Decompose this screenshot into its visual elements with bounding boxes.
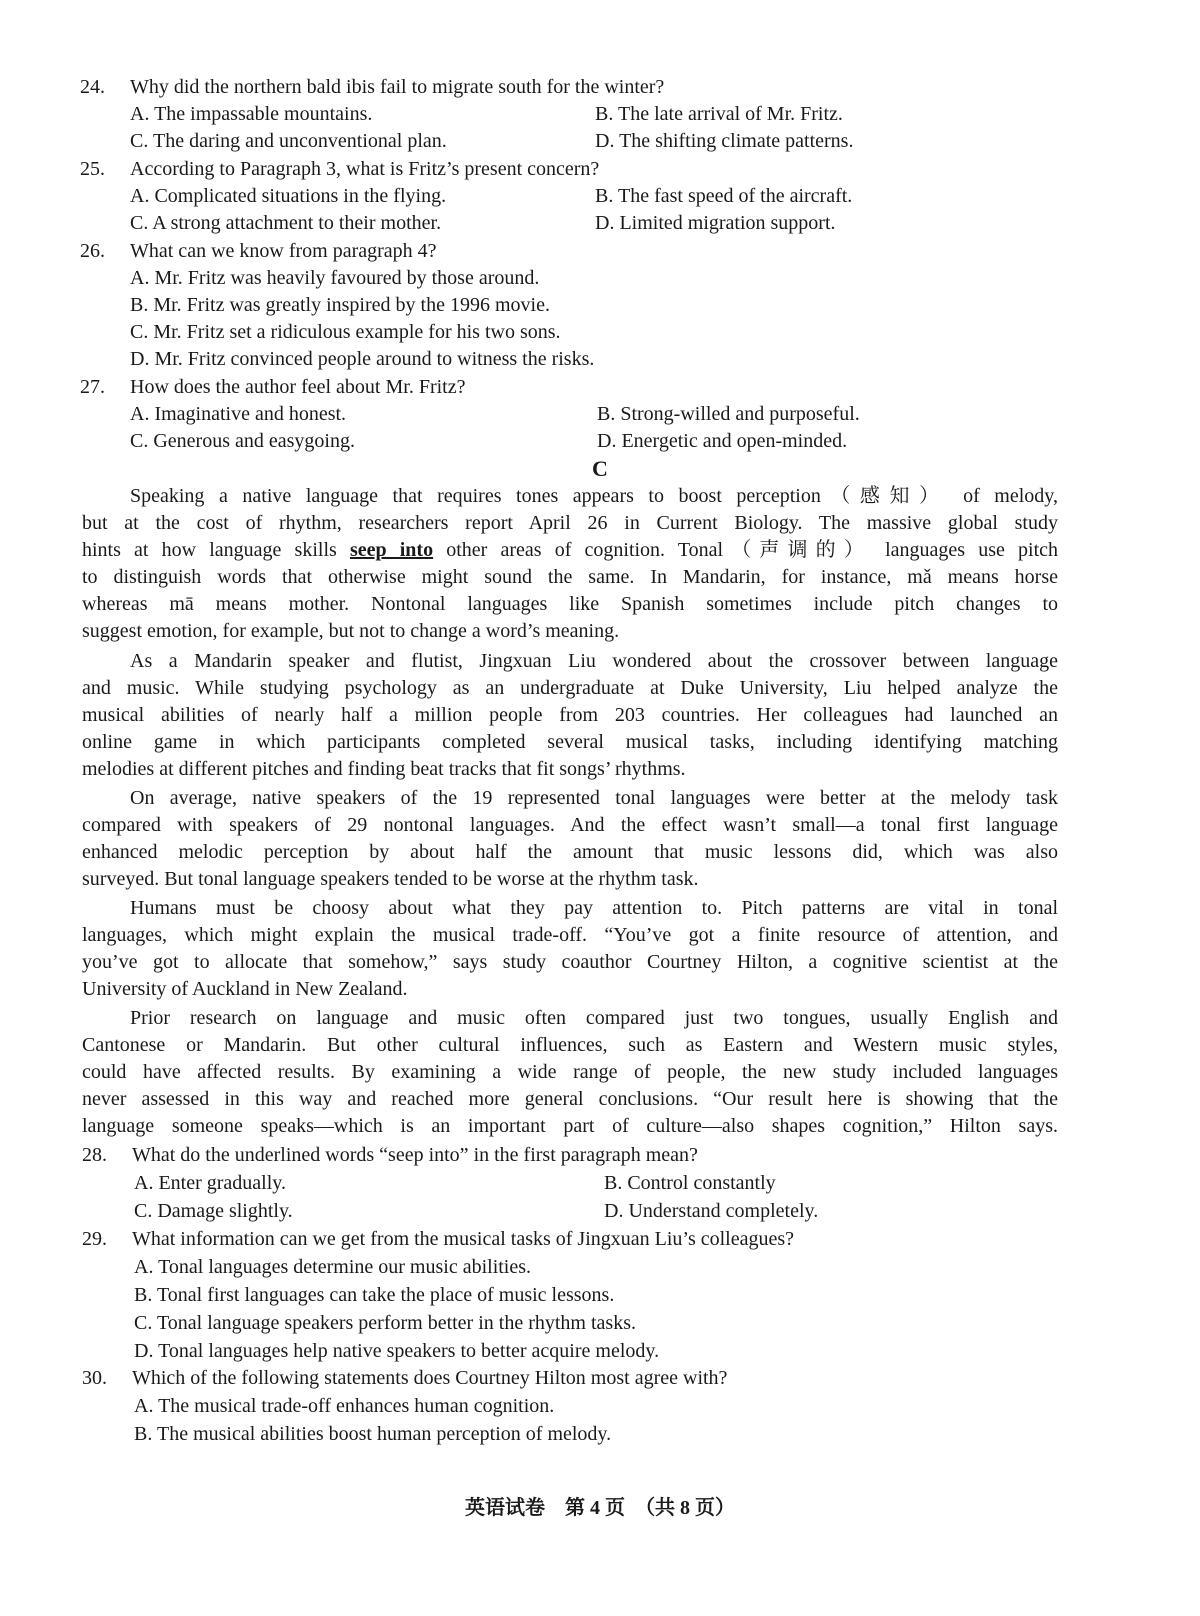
- underlined-seep-into: seep into: [349, 539, 434, 561]
- question-28-stem: 28. What do the underlined words “seep into” in the first paragraph mean?: [82, 1144, 698, 1166]
- question-29-option-c: C. Tonal language speakers perform better in the rhythm tasks.: [134, 1312, 636, 1334]
- question-28-option-c: C. Damage slightly.: [134, 1200, 293, 1222]
- passage-p1-line-1: Speaking a native language that requires tones appears to boost perception（感知） of melody,: [130, 485, 1058, 507]
- question-24-option-c: C. The daring and unconventional plan.: [130, 130, 447, 152]
- passage-p2-line-5: melodies at different pitches and finding beat tracks that fit songs’ rhythms.: [82, 758, 686, 780]
- passage-p3-line-3: enhanced melodic perception by about half the amount that music lessons did, which was also: [82, 841, 1058, 863]
- question-29-option-a: A. Tonal languages determine our music abilities.: [134, 1256, 532, 1278]
- passage-p1-line-6: suggest emotion, for example, but not to change a word’s meaning.: [82, 620, 620, 642]
- question-29-option-d: D. Tonal languages help native speakers to better acquire melody.: [134, 1340, 660, 1362]
- passage-p2-line-4: online game in which participants completed several musical tasks, including identifying matching: [82, 731, 1058, 753]
- question-26-option-a: A. Mr. Fritz was heavily favoured by those around.: [130, 267, 540, 289]
- question-30-stem: 30. Which of the following statements does Courtney Hilton most agree with?: [82, 1367, 728, 1389]
- question-26-option-d: D. Mr. Fritz convinced people around to witness the risks.: [130, 348, 595, 370]
- passage-p2-line-1: As a Mandarin speaker and flutist, Jingxuan Liu wondered about the crossover between language: [130, 650, 1058, 672]
- question-28-option-d: D. Understand completely.: [604, 1200, 819, 1222]
- question-27-option-b: B. Strong-willed and purposeful.: [597, 403, 860, 425]
- question-26-option-c: C. Mr. Fritz set a ridiculous example for his two sons.: [130, 321, 561, 343]
- section-c-heading: C: [592, 456, 608, 481]
- passage-p3-line-4: surveyed. But tonal language speakers tended to be worse at the rhythm task.: [82, 868, 699, 890]
- passage-p1-line-2: but at the cost of rhythm, researchers report April 26 in Current Biology. The massive global study: [82, 512, 1058, 534]
- question-24-option-a: A. The impassable mountains.: [130, 103, 373, 125]
- question-25-option-d: D. Limited migration support.: [595, 212, 836, 234]
- passage-p3-line-1: On average, native speakers of the 19 represented tonal languages were better at the melody task: [130, 787, 1058, 809]
- question-30-option-b: B. The musical abilities boost human perception of melody.: [134, 1423, 612, 1445]
- passage-p5-line-3: could have affected results. By examining a wide range of people, the new study included languages: [82, 1061, 1058, 1083]
- passage-p2-line-2: and music. While studying psychology as an undergraduate at Duke University, Liu helped analyze the: [82, 677, 1058, 699]
- question-27-option-c: C. Generous and easygoing.: [130, 430, 355, 452]
- passage-p5-line-1: Prior research on language and music often compared just two tongues, usually English and: [130, 1007, 1058, 1029]
- passage-p1-line-3: hints at how language skills seep into other areas of cognition. Tonal（声调的） languages use pitch: [82, 539, 1059, 561]
- passage-p5-line-2: Cantonese or Mandarin. But other cultural influences, such as Eastern and Western music styles,: [82, 1034, 1058, 1056]
- question-26-stem: 26. What can we know from paragraph 4?: [80, 240, 437, 262]
- question-27-option-d: D. Energetic and open-minded.: [597, 430, 848, 452]
- question-28-option-b: B. Control constantly: [604, 1172, 776, 1194]
- page-footer: 英语试卷 第 4 页 （共 8 页）: [465, 1497, 735, 1519]
- passage-p1-line-5: whereas mā means mother. Nontonal languages like Spanish sometimes include pitch changes to: [82, 593, 1058, 615]
- passage-p5-line-4: never assessed in this way and reached more general conclusions. “Our result here is showing that the: [82, 1088, 1058, 1110]
- question-27-option-a: A. Imaginative and honest.: [130, 403, 347, 425]
- passage-p4-line-3: you’ve got to allocate that somehow,” says study coauthor Courtney Hilton, a cognitive scientist at the: [82, 951, 1058, 973]
- question-25-stem: 25. According to Paragraph 3, what is Fritz’s present concern?: [80, 158, 600, 180]
- question-25-option-a: A. Complicated situations in the flying.: [130, 185, 447, 207]
- passage-p3-line-2: compared with speakers of 29 nontonal languages. And the effect wasn’t small—a tonal first language: [82, 814, 1058, 836]
- question-28-option-a: A. Enter gradually.: [134, 1172, 286, 1194]
- question-24-option-d: D. The shifting climate patterns.: [595, 130, 854, 152]
- question-29-stem: 29. What information can we get from the musical tasks of Jingxuan Liu’s colleagues?: [82, 1228, 795, 1250]
- question-25-option-b: B. The fast speed of the aircraft.: [595, 185, 853, 207]
- question-26-option-b: B. Mr. Fritz was greatly inspired by the 1996 movie.: [130, 294, 550, 316]
- passage-p5-line-5: language someone speaks—which is an important part of culture—also shapes cognition,” Hilton says.: [82, 1115, 1058, 1137]
- passage-p4-line-1: Humans must be choosy about what they pay attention to. Pitch patterns are vital in tonal: [130, 897, 1058, 919]
- question-29-option-b: B. Tonal first languages can take the place of music lessons.: [134, 1284, 615, 1306]
- passage-p4-line-2: languages, which might explain the musical trade-off. “You’ve got a finite resource of attention, and: [82, 924, 1058, 946]
- question-24-stem: 24. Why did the northern bald ibis fail to migrate south for the winter?: [80, 76, 665, 98]
- question-30-option-a: A. The musical trade-off enhances human cognition.: [134, 1395, 555, 1417]
- passage-p2-line-3: musical abilities of nearly half a million people from 203 countries. Her colleagues had launched an: [82, 704, 1058, 726]
- question-27-stem: 27. How does the author feel about Mr. Fritz?: [80, 376, 466, 398]
- passage-p1-line-4: to distinguish words that otherwise might sound the same. In Mandarin, for instance, mǎ means horse: [82, 566, 1058, 588]
- passage-p4-line-4: University of Auckland in New Zealand.: [82, 978, 408, 1000]
- question-25-option-c: C. A strong attachment to their mother.: [130, 212, 442, 234]
- question-24-option-b: B. The late arrival of Mr. Fritz.: [595, 103, 843, 125]
